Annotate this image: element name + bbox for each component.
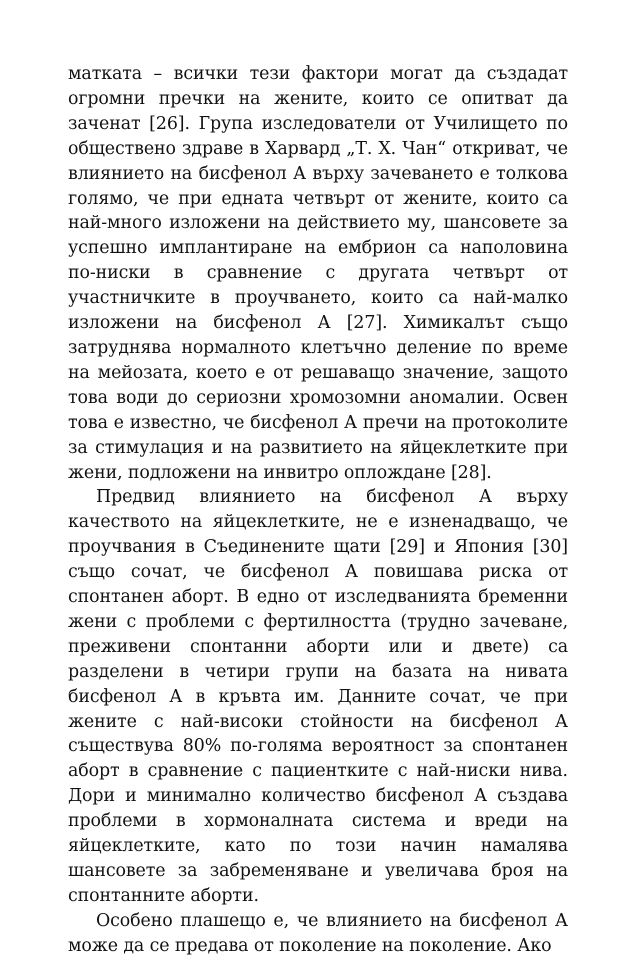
paragraph-2: Предвид влиянието на бисфенол А върху качеството на яйцеклетките, не е изненадващо, че проучвания в Съединените щати [29] и Япония [30] също сочат, че бисфенол А повишава риска от спонтанен аборт. В едно от изследванията бременни жени с проблеми с фертилността (трудно зачеване, преживени спонтанни аборти или и двете) са разделени в четири групи на базата на нивата бисфенол А в кръвта им. Данните сочат, че при жените с най-високи стойности на бисфенол А съществува 80% по-голяма вероятност за спонтанен аборт в сравнение с пациентките с най-ниски нива. Дори и минимално количество бисфенол А създава проблеми в хормоналната система и вреди на яйцеклетките, като по този начин намалява шансовете за забременяване и увеличава броя на спонтанните аборти. bbox=[68, 487, 568, 906]
page-body bbox=[68, 62, 568, 959]
paragraph-1: матката – всички тези фактори могат да създадат огромни пречки на жените, които се опитват да заченат [26]. Група изследователи от Училището по обществено здраве в Харвард „Т. Х. Чан“ откриват, че влиянието на бисфенол А върху зачеването е толкова голямо, че при едната четвърт от жените, които са най-много изложени на действието му, шансовете за успешно имплантиране на ембрион са наполовина по-ниски в сравнение с другата четвърт от участничките в проучването, които са най-малко изложени на бисфенол А [27]. Химикалът също затруднява нормалното клетъчно деление по време на мейозата, което е от решаващо значение, защото това води до сериозни хромозомни аномалии. Освен това е известно, че бисфенол А пречи на протоколите за стимулация и на развитието на яйцеклетките при жени, подложени на инвитро оплождане [28]. bbox=[68, 64, 568, 483]
paragraph-3: Особено плашещо е, че влиянието на бисфенол А може да се предава от поколение на поколение. Ако bbox=[68, 910, 568, 956]
